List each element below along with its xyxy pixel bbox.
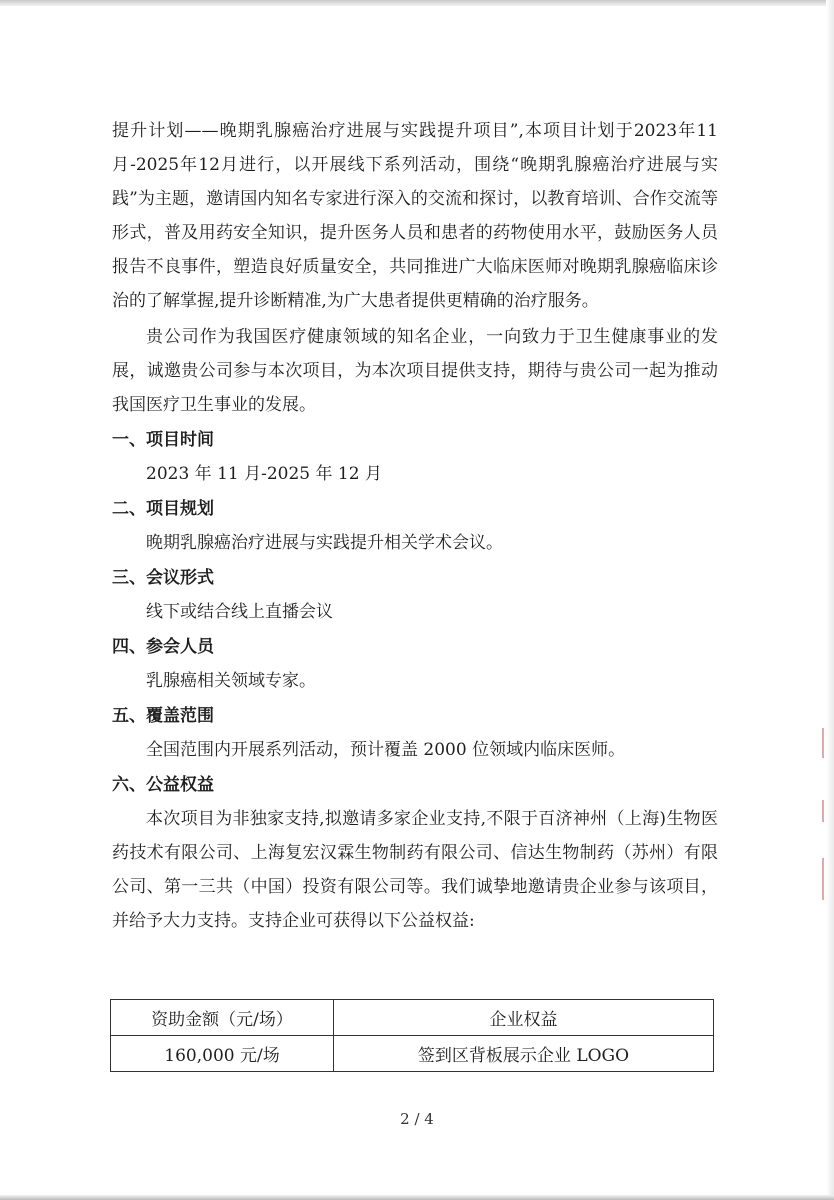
sponsorship-table bbox=[110, 999, 714, 1072]
section-project-time bbox=[112, 423, 718, 491]
table-row bbox=[111, 1036, 714, 1072]
section-heading: 二、项目规划 bbox=[112, 499, 214, 519]
section-body: 线下或结合线上直播会议 bbox=[146, 602, 333, 622]
table-header-cell: 企业权益 bbox=[334, 1000, 714, 1036]
table-header-row bbox=[111, 1000, 714, 1036]
scan-edge-bottom bbox=[0, 1195, 834, 1200]
intro-paragraph-2: 贵公司作为我国医疗健康领域的知名企业，一向致力于卫生健康事业的发展，诚邀贵公司参与本次项目，为本次项目提供支持，期待与贵公司一起为推动我国医疗卫生事业的发展。 bbox=[112, 327, 718, 415]
section-heading: 一、项目时间 bbox=[112, 430, 214, 450]
intro-paragraph-1: 提升计划——晚期乳腺癌治疗进展与实践提升项目”,本项目计划于2023年11月-2025年12月进行，以开展线下系列活动，围绕“晚期乳腺癌治疗进展与实践”为主题，邀请国内知名专家进行深入的交流和探讨，以教育培训、合作交流等形式，普及用药安全知识，提升医务人员和患者的药物使用水平，鼓励医务人员报告不良事件，塑造良好质量安全，共同推进广大临床医师对晚期乳腺癌临床诊治的了解掌握,提升诊断精准,为广大患者提供更精确的治疗服务。 bbox=[112, 121, 718, 311]
section-body: 晚期乳腺癌治疗进展与实践提升相关学术会议。 bbox=[146, 533, 503, 553]
document-body bbox=[112, 114, 718, 938]
section-heading: 六、公益权益 bbox=[112, 775, 214, 795]
seam-stamp-mark bbox=[822, 728, 824, 758]
seam-stamp-mark bbox=[822, 800, 824, 822]
table-cell: 签到区背板展示企业 LOGO bbox=[334, 1036, 714, 1072]
section-project-plan bbox=[112, 492, 718, 560]
section-attendees bbox=[112, 630, 718, 698]
page-number: 2 / 4 bbox=[400, 1110, 434, 1128]
table-header-cell: 资助金额（元/场） bbox=[111, 1000, 334, 1036]
section-heading: 四、参会人员 bbox=[112, 637, 214, 657]
scan-edge-top bbox=[0, 0, 834, 6]
section-body: 本次项目为非独家支持,拟邀请多家企业支持,不限于百济神州（上海)生物医药技术有限公司、上海复宏汉霖生物制药有限公司、信达生物制药（苏州）有限公司、第一三共（中国）投资有限公司等。我们诚挚地邀请贵企业参与该项目，并给予大力支持。支持企业可获得以下公益权益: bbox=[112, 809, 718, 931]
table-cell: 160,000 元/场 bbox=[111, 1036, 334, 1072]
section-heading: 三、会议形式 bbox=[112, 568, 214, 588]
section-heading: 五、覆盖范围 bbox=[112, 706, 214, 726]
seam-stamp-mark bbox=[822, 858, 824, 900]
section-meeting-format bbox=[112, 561, 718, 629]
section-body: 乳腺癌相关领域专家。 bbox=[146, 671, 316, 691]
section-coverage bbox=[112, 699, 718, 767]
section-public-benefits bbox=[112, 768, 718, 938]
section-body: 全国范围内开展系列活动，预计覆盖 2000 位领域内临床医师。 bbox=[146, 740, 626, 760]
scan-edge-right bbox=[826, 0, 834, 1200]
section-body: 2023 年 11 月-2025 年 12 月 bbox=[146, 464, 382, 484]
